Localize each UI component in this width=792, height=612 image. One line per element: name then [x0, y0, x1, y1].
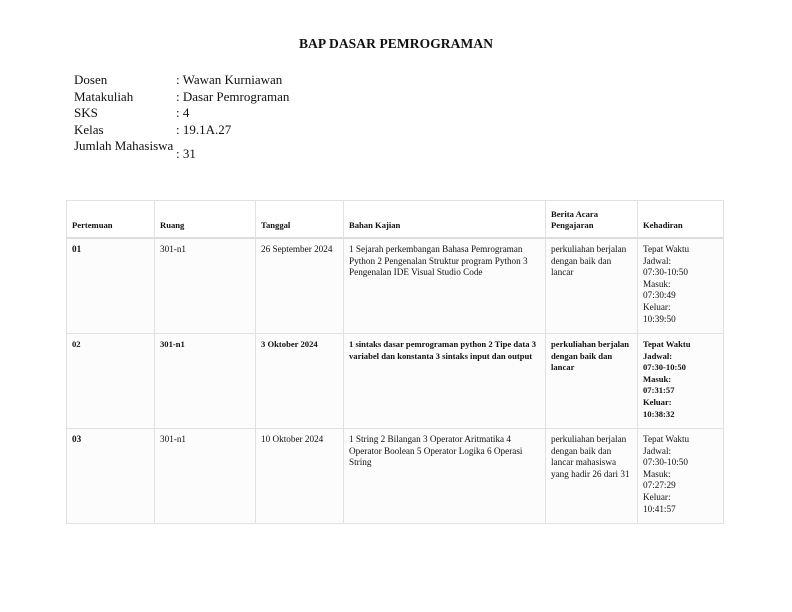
kehadiran-jadwal-value: 07:30-10:50 — [643, 267, 688, 278]
kehadiran-keluar-value: 10:38:32 — [643, 408, 675, 419]
cell-kehadiran — [638, 429, 724, 524]
kehadiran-jadwal-value: 07:30-10:50 — [643, 457, 688, 468]
info-label: Dosen — [74, 72, 108, 87]
header-bahan-kajian: Bahan Kajian — [344, 201, 546, 239]
cell-bahan-kajian: 1 sintaks dasar pemrograman python 2 Tipe data 3 variabel dan konstanta 3 sintaks input dan output — [344, 334, 546, 429]
info-label: Kelas — [74, 121, 104, 137]
kehadiran-masuk-value: 07:31:57 — [643, 385, 675, 396]
header-ruang: Ruang — [155, 201, 256, 239]
info-row-matakuliah — [74, 89, 289, 106]
cell-bahan-kajian: 1 String 2 Bilangan 3 Operator Aritmatika 4 Operator Boolean 5 Operator Logika 6 Operasi String — [344, 429, 546, 524]
info-row-kelas — [74, 122, 289, 139]
table-row — [67, 429, 724, 524]
cell-kehadiran — [638, 334, 724, 429]
cell-kehadiran — [638, 238, 724, 334]
info-value: : 19.1A.27 — [176, 121, 232, 137]
header-pertemuan: Pertemuan — [67, 201, 155, 239]
kehadiran-jadwal-label: Jadwal: — [643, 445, 672, 456]
attendance-table — [66, 200, 724, 524]
cell-tanggal: 10 Oktober 2024 — [256, 429, 344, 524]
kehadiran-masuk-label: Masuk: — [643, 373, 672, 384]
cell-pertemuan: 02 — [67, 334, 155, 429]
kehadiran-jadwal-value: 07:30-10:50 — [643, 362, 686, 373]
kehadiran-status: Tepat Waktu — [643, 434, 690, 444]
cell-bahan-kajian: 1 Sejarah perkembangan Bahasa Pemrograman Python 2 Pengenalan Struktur program Python 3 Pengenalan IDE Visual Studio Code — [344, 238, 546, 334]
cell-ruang: 301-n1 — [155, 238, 256, 334]
kehadiran-masuk-label: Masuk: — [643, 468, 671, 479]
info-row-jumlah-mahasiswa — [74, 138, 289, 163]
kehadiran-keluar-label: Keluar: — [643, 491, 671, 502]
cell-berita-acara: perkuliahan berjalan dengan baik dan lancar — [546, 334, 638, 429]
cell-pertemuan: 01 — [67, 238, 155, 334]
kehadiran-jadwal-label: Jadwal: — [643, 255, 672, 266]
kehadiran-keluar-label: Keluar: — [643, 301, 671, 312]
cell-tanggal: 26 September 2024 — [256, 238, 344, 334]
cell-pertemuan: 03 — [67, 429, 155, 524]
info-value: : Dasar Pemrograman — [176, 88, 290, 104]
header-berita-acara: Berita Acara Pengajaran — [546, 201, 638, 239]
kehadiran-jadwal-label: Jadwal: — [643, 350, 673, 361]
kehadiran-masuk-value: 07:27:29 — [643, 480, 676, 491]
cell-ruang: 301-n1 — [155, 334, 256, 429]
info-value: : 31 — [176, 146, 196, 161]
info-label: Jumlah Mahasiswa — [74, 138, 174, 153]
cell-tanggal: 3 Oktober 2024 — [256, 334, 344, 429]
kehadiran-status: Tepat Waktu — [643, 244, 690, 254]
header-tanggal: Tanggal — [256, 201, 344, 239]
info-value: : 4 — [176, 105, 190, 120]
cell-berita-acara: perkuliahan berjalan dengan baik dan lancar mahasiswa yang hadir 26 dari 31 — [546, 429, 638, 524]
kehadiran-keluar-label: Keluar: — [643, 396, 672, 407]
kehadiran-keluar-value: 10:39:50 — [643, 313, 676, 324]
info-row-sks — [74, 105, 289, 122]
course-info — [74, 72, 289, 163]
info-label: SKS — [74, 105, 98, 120]
info-value: : Wawan Kurniawan — [176, 72, 283, 87]
kehadiran-status: Tepat Waktu — [643, 339, 691, 349]
kehadiran-masuk-label: Masuk: — [643, 278, 671, 289]
table-row — [67, 334, 724, 429]
table-header-row — [67, 201, 724, 239]
cell-ruang: 301-n1 — [155, 429, 256, 524]
kehadiran-keluar-value: 10:41:57 — [643, 503, 676, 514]
info-label: Matakuliah — [74, 88, 134, 104]
kehadiran-masuk-value: 07:30:49 — [643, 290, 676, 301]
header-kehadiran: Kehadiran — [638, 201, 724, 239]
table-row — [67, 238, 724, 334]
cell-berita-acara: perkuliahan berjalan dengan baik dan lancar — [546, 238, 638, 334]
info-row-dosen — [74, 72, 289, 89]
document-title: BAP DASAR PEMROGRAMAN — [298, 36, 494, 51]
